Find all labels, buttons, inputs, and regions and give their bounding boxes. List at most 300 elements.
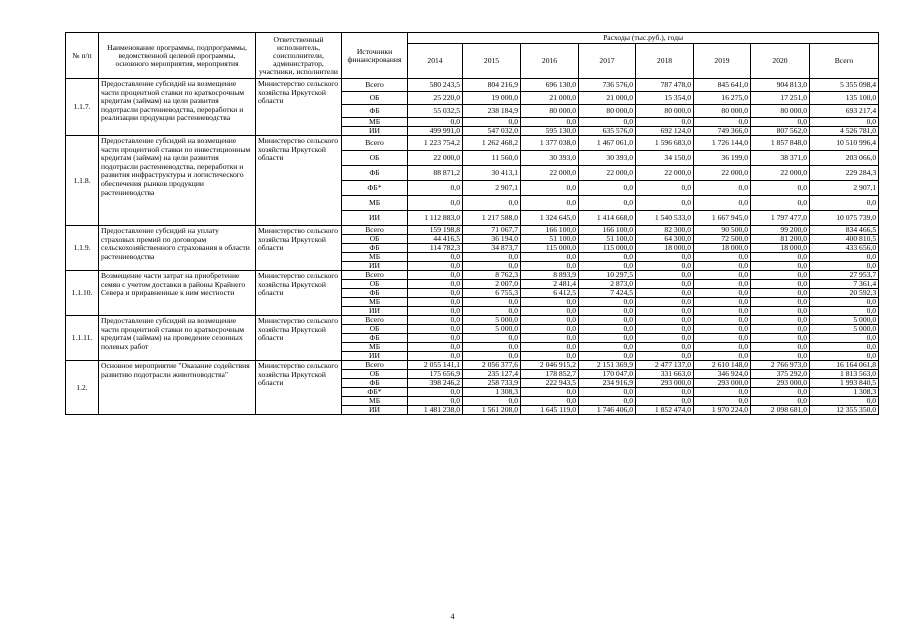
total-value: 5 000,0	[810, 316, 879, 325]
total-value: 0,0	[810, 196, 879, 211]
year-value: 34 150,0	[636, 151, 694, 166]
year-value: 0,0	[751, 334, 810, 343]
year-value: 692 124,0	[636, 127, 694, 136]
year-value: 0,0	[751, 181, 810, 196]
year-value: 0,0	[636, 388, 694, 397]
year-value: 0,0	[636, 181, 694, 196]
year-value: 0,0	[579, 298, 636, 307]
year-value: 0,0	[751, 352, 810, 361]
year-value: 0,0	[463, 352, 521, 361]
year-value: 547 032,0	[463, 127, 521, 136]
year-value: 10 297,5	[579, 271, 636, 280]
year-value: 331 663,0	[636, 370, 694, 379]
total-value: 400 810,5	[810, 235, 879, 244]
year-value: 64 300,0	[636, 235, 694, 244]
funding-source: ОБ	[342, 92, 408, 105]
funding-source: МБ	[342, 298, 408, 307]
funding-source: МБ	[342, 196, 408, 211]
responsible-executor: Министерство сельского хозяйства Иркутской области	[256, 361, 342, 415]
total-value: 10 510 996,4	[810, 136, 879, 151]
total-value: 0,0	[810, 307, 879, 316]
total-value: 0,0	[810, 262, 879, 271]
funding-source: Всего	[342, 271, 408, 280]
funding-source: ФБ	[342, 166, 408, 181]
year-value: 30 413,1	[463, 166, 521, 181]
year-value: 0,0	[408, 298, 463, 307]
year-value: 72 500,0	[694, 235, 751, 244]
year-value: 1 746 406,0	[579, 406, 636, 415]
year-value: 18 000,0	[636, 244, 694, 253]
total-value: 16 164 061,8	[810, 361, 879, 370]
year-value: 0,0	[521, 325, 579, 334]
header-year: 2019	[694, 44, 751, 79]
year-value: 0,0	[636, 253, 694, 262]
year-value: 1 308,3	[463, 388, 521, 397]
year-value: 235 127,4	[463, 370, 521, 379]
year-value: 11 560,0	[463, 151, 521, 166]
table-row	[66, 316, 879, 325]
funding-source: Всего	[342, 226, 408, 235]
total-value: 1 813 563,0	[810, 370, 879, 379]
year-value: 1 726 144,0	[694, 136, 751, 151]
year-value: 30 393,0	[521, 151, 579, 166]
funding-source: ФБ	[342, 244, 408, 253]
year-value: 1 377 038,0	[521, 136, 579, 151]
year-value: 80 000,0	[751, 105, 810, 118]
total-value: 433 656,0	[810, 244, 879, 253]
year-value: 1 481 238,0	[408, 406, 463, 415]
year-value: 0,0	[694, 289, 751, 298]
year-value: 635 576,0	[579, 127, 636, 136]
header-year: 2016	[521, 44, 579, 79]
year-value: 1 414 668,0	[579, 211, 636, 226]
year-value: 80 000,0	[521, 105, 579, 118]
year-value: 15 354,0	[636, 92, 694, 105]
year-value: 0,0	[694, 388, 751, 397]
year-value: 80 000,0	[579, 105, 636, 118]
year-value: 0,0	[694, 118, 751, 127]
year-value: 1 852 474,0	[636, 406, 694, 415]
year-value: 293 000,0	[636, 379, 694, 388]
row-number: 1.1.7.	[66, 79, 99, 136]
year-value: 30 393,0	[579, 151, 636, 166]
year-value: 0,0	[521, 334, 579, 343]
responsible-executor: Министерство сельского хозяйства Иркутской области	[256, 271, 342, 316]
total-value: 0,0	[810, 352, 879, 361]
year-value: 2 046 915,2	[521, 361, 579, 370]
total-value: 7 361,4	[810, 280, 879, 289]
year-value: 22 000,0	[636, 166, 694, 181]
year-value: 293 000,0	[751, 379, 810, 388]
year-value: 0,0	[751, 253, 810, 262]
table-row	[66, 79, 879, 92]
year-value: 0,0	[579, 253, 636, 262]
year-value: 2 766 973,0	[751, 361, 810, 370]
year-value: 0,0	[751, 343, 810, 352]
year-value: 1 857 848,0	[751, 136, 810, 151]
year-value: 0,0	[694, 343, 751, 352]
year-value: 222 943,5	[521, 379, 579, 388]
funding-source: ИИ	[342, 127, 408, 136]
year-value: 0,0	[463, 397, 521, 406]
funding-source: ФБ	[342, 289, 408, 298]
year-value: 0,0	[636, 352, 694, 361]
year-value: 22 000,0	[408, 151, 463, 166]
total-value: 0,0	[810, 298, 879, 307]
total-value: 1 308,3	[810, 388, 879, 397]
year-value: 1 262 468,2	[463, 136, 521, 151]
year-value: 804 216,9	[463, 79, 521, 92]
year-value: 2 610 148,0	[694, 361, 751, 370]
year-value: 81 200,0	[751, 235, 810, 244]
total-value: 20 592,3	[810, 289, 879, 298]
year-value: 0,0	[408, 352, 463, 361]
year-value: 82 300,0	[636, 226, 694, 235]
year-value: 0,0	[751, 280, 810, 289]
year-value: 0,0	[408, 397, 463, 406]
year-value: 0,0	[694, 196, 751, 211]
total-value: 0,0	[810, 334, 879, 343]
year-value: 0,0	[521, 181, 579, 196]
funding-source: Всего	[342, 316, 408, 325]
year-value: 0,0	[694, 253, 751, 262]
total-value: 4 526 781,0	[810, 127, 879, 136]
year-value: 0,0	[751, 271, 810, 280]
row-number: 1.1.8.	[66, 136, 99, 226]
funding-source: ИИ	[342, 262, 408, 271]
year-value: 0,0	[636, 334, 694, 343]
year-value: 55 032,5	[408, 105, 463, 118]
program-name: Предоставление субсидий на возмещение части процентной ставки по краткосрочным кредитам (займам) на цели развития подотрасли растениеводства, переработки и реализации продукции растениеводства	[99, 79, 256, 136]
year-value: 0,0	[408, 316, 463, 325]
year-value: 238 184,9	[463, 105, 521, 118]
year-value: 0,0	[579, 352, 636, 361]
funding-source: Всего	[342, 79, 408, 92]
funding-source: МБ	[342, 397, 408, 406]
year-value: 807 562,0	[751, 127, 810, 136]
table-row	[66, 136, 879, 151]
header-name: Наименование программы, подпрограммы, ведомственной целевой программы, основного мероприятия, мероприятия	[99, 33, 256, 79]
year-value: 18 000,0	[751, 244, 810, 253]
year-value: 0,0	[579, 316, 636, 325]
total-value: 693 217,4	[810, 105, 879, 118]
year-value: 25 220,0	[408, 92, 463, 105]
year-value: 16 275,0	[694, 92, 751, 105]
year-value: 0,0	[636, 307, 694, 316]
header-num: № п/п	[66, 33, 99, 79]
year-value: 115 000,0	[579, 244, 636, 253]
year-value: 0,0	[408, 181, 463, 196]
year-value: 0,0	[408, 334, 463, 343]
table-row	[66, 271, 879, 280]
year-value: 0,0	[579, 397, 636, 406]
year-value: 258 733,9	[463, 379, 521, 388]
year-value: 0,0	[636, 280, 694, 289]
total-value: 0,0	[810, 343, 879, 352]
year-value: 0,0	[521, 316, 579, 325]
year-value: 0,0	[463, 253, 521, 262]
responsible-executor: Министерство сельского хозяйства Иркутской области	[256, 79, 342, 136]
year-value: 0,0	[521, 307, 579, 316]
year-value: 0,0	[751, 118, 810, 127]
funding-source: ОБ	[342, 325, 408, 334]
funding-source: Всего	[342, 361, 408, 370]
table-header	[66, 33, 879, 79]
responsible-executor: Министерство сельского хозяйства Иркутской области	[256, 226, 342, 271]
year-value: 175 656,9	[408, 370, 463, 379]
year-value: 0,0	[751, 388, 810, 397]
year-value: 114 782,3	[408, 244, 463, 253]
year-value: 6 755,3	[463, 289, 521, 298]
year-value: 2 007,0	[463, 280, 521, 289]
total-value: 2 907,1	[810, 181, 879, 196]
header-year: 2017	[579, 44, 636, 79]
year-value: 0,0	[694, 325, 751, 334]
year-value: 0,0	[636, 397, 694, 406]
funding-source: ФБ	[342, 379, 408, 388]
funding-source: ОБ	[342, 235, 408, 244]
year-value: 1 797 477,0	[751, 211, 810, 226]
year-value: 0,0	[636, 343, 694, 352]
year-value: 0,0	[694, 397, 751, 406]
funding-source: МБ	[342, 343, 408, 352]
year-value: 0,0	[694, 298, 751, 307]
year-value: 178 852,7	[521, 370, 579, 379]
year-value: 1 217 588,0	[463, 211, 521, 226]
year-value: 17 251,0	[751, 92, 810, 105]
year-value: 0,0	[463, 307, 521, 316]
page-number: 4	[450, 612, 455, 621]
year-value: 595 130,0	[521, 127, 579, 136]
year-value: 36 194,0	[463, 235, 521, 244]
year-value: 0,0	[579, 262, 636, 271]
year-value: 0,0	[463, 334, 521, 343]
year-value: 0,0	[408, 307, 463, 316]
year-value: 22 000,0	[579, 166, 636, 181]
year-value: 0,0	[751, 298, 810, 307]
year-value: 0,0	[694, 271, 751, 280]
year-value: 0,0	[408, 325, 463, 334]
year-value: 22 000,0	[694, 166, 751, 181]
funding-source: МБ	[342, 253, 408, 262]
year-value: 2 055 141,1	[408, 361, 463, 370]
total-value: 229 284,3	[810, 166, 879, 181]
year-value: 0,0	[751, 316, 810, 325]
year-value: 166 100,0	[579, 226, 636, 235]
year-value: 0,0	[408, 196, 463, 211]
year-value: 0,0	[521, 388, 579, 397]
total-value: 10 075 739,0	[810, 211, 879, 226]
row-number: 1.1.9.	[66, 226, 99, 271]
year-value: 0,0	[636, 196, 694, 211]
year-value: 80 000,0	[636, 105, 694, 118]
year-value: 0,0	[751, 289, 810, 298]
year-value: 0,0	[751, 262, 810, 271]
year-value: 21 000,0	[521, 92, 579, 105]
year-value: 845 641,0	[694, 79, 751, 92]
year-value: 0,0	[408, 289, 463, 298]
year-value: 19 000,0	[463, 92, 521, 105]
year-value: 0,0	[408, 271, 463, 280]
year-value: 346 924,0	[694, 370, 751, 379]
funding-source: ФБ	[342, 334, 408, 343]
year-value: 293 000,0	[694, 379, 751, 388]
year-value: 0,0	[408, 118, 463, 127]
year-value: 36 199,0	[694, 151, 751, 166]
year-value: 0,0	[463, 262, 521, 271]
year-value: 0,0	[521, 118, 579, 127]
year-value: 234 916,9	[579, 379, 636, 388]
year-value: 0,0	[694, 181, 751, 196]
year-value: 904 813,0	[751, 79, 810, 92]
total-value: 5 355 098,4	[810, 79, 879, 92]
year-value: 51 100,0	[521, 235, 579, 244]
year-value: 2 056 377,6	[463, 361, 521, 370]
year-value: 51 100,0	[579, 235, 636, 244]
year-value: 1 596 683,0	[636, 136, 694, 151]
total-value: 135 100,0	[810, 92, 879, 105]
year-value: 2 481,4	[521, 280, 579, 289]
year-value: 696 130,0	[521, 79, 579, 92]
year-value: 7 424,5	[579, 289, 636, 298]
funding-source: ОБ	[342, 370, 408, 379]
year-value: 22 000,0	[751, 166, 810, 181]
year-value: 2 151 369,9	[579, 361, 636, 370]
responsible-executor: Министерство сельского хозяйства Иркутской области	[256, 316, 342, 361]
year-value: 80 000,0	[694, 105, 751, 118]
year-value: 166 100,0	[521, 226, 579, 235]
year-value: 0,0	[463, 196, 521, 211]
year-value: 0,0	[636, 289, 694, 298]
program-name: Основное мероприятие "Оказание содействия развитию подотрасли животноводства"	[99, 361, 256, 415]
year-value: 71 067,7	[463, 226, 521, 235]
year-value: 0,0	[521, 298, 579, 307]
funding-source: ОБ	[342, 280, 408, 289]
year-value: 0,0	[579, 325, 636, 334]
total-value: 0,0	[810, 397, 879, 406]
year-value: 375 292,0	[751, 370, 810, 379]
total-value: 27 953,7	[810, 271, 879, 280]
header-year: 2015	[463, 44, 521, 79]
header-year: 2018	[636, 44, 694, 79]
expenses-table	[65, 32, 879, 415]
table-body	[66, 79, 879, 415]
total-value: 203 066,0	[810, 151, 879, 166]
year-value: 6 412,5	[521, 289, 579, 298]
header-expenses: Расходы (тыс.руб.), годы	[408, 33, 879, 44]
year-value: 18 000,0	[694, 244, 751, 253]
year-value: 8 893,9	[521, 271, 579, 280]
year-value: 0,0	[636, 316, 694, 325]
year-value: 749 366,0	[694, 127, 751, 136]
year-value: 0,0	[636, 118, 694, 127]
header-year: 2020	[751, 44, 810, 79]
year-value: 90 500,0	[694, 226, 751, 235]
year-value: 1 540 533,0	[636, 211, 694, 226]
year-value: 0,0	[636, 298, 694, 307]
year-value: 0,0	[463, 118, 521, 127]
total-value: 0,0	[810, 253, 879, 262]
year-value: 5 000,0	[463, 325, 521, 334]
year-value: 34 873,7	[463, 244, 521, 253]
year-value: 0,0	[694, 307, 751, 316]
year-value: 0,0	[408, 343, 463, 352]
year-value: 38 371,0	[751, 151, 810, 166]
year-value: 499 991,0	[408, 127, 463, 136]
year-value: 5 000,0	[463, 316, 521, 325]
year-value: 1 324 645,0	[521, 211, 579, 226]
funding-source: ИИ	[342, 307, 408, 316]
year-value: 22 000,0	[521, 166, 579, 181]
total-value: 1 993 840,5	[810, 379, 879, 388]
program-name: Предоставление субсидий на возмещение части процентной ставки по инвестиционным кредитам (займам) на цели развития подотрасли растениеводства, переработки и развития инфраструктуры и логистического обеспечения рынков продукции растениеводства	[99, 136, 256, 226]
year-value: 1 561 208,0	[463, 406, 521, 415]
year-value: 0,0	[579, 307, 636, 316]
year-value: 99 200,0	[751, 226, 810, 235]
year-value: 0,0	[636, 262, 694, 271]
year-value: 0,0	[751, 325, 810, 334]
table-row	[66, 361, 879, 370]
header-responsible: Ответственный исполнитель, соисполнители, администратор, участники, исполнители	[256, 33, 342, 79]
funding-source: ИИ	[342, 352, 408, 361]
year-value: 0,0	[521, 343, 579, 352]
year-value: 1 112 883,0	[408, 211, 463, 226]
year-value: 1 970 224,0	[694, 406, 751, 415]
year-value: 0,0	[408, 388, 463, 397]
total-value: 0,0	[810, 118, 879, 127]
year-value: 0,0	[694, 352, 751, 361]
year-value: 0,0	[694, 280, 751, 289]
year-value: 2 907,1	[463, 181, 521, 196]
year-value: 8 762,3	[463, 271, 521, 280]
year-value: 2 477 137,0	[636, 361, 694, 370]
year-value: 21 000,0	[579, 92, 636, 105]
year-value: 0,0	[579, 196, 636, 211]
total-value: 834 466,5	[810, 226, 879, 235]
header-source: Источники финансирования	[342, 33, 408, 79]
year-value: 159 198,8	[408, 226, 463, 235]
year-value: 0,0	[521, 397, 579, 406]
year-value: 44 416,5	[408, 235, 463, 244]
funding-source: ФБ	[342, 105, 408, 118]
year-value: 2 873,0	[579, 280, 636, 289]
year-value: 170 047,0	[579, 370, 636, 379]
funding-source: МБ	[342, 118, 408, 127]
year-value: 0,0	[694, 334, 751, 343]
year-value: 398 246,2	[408, 379, 463, 388]
year-value: 0,0	[579, 343, 636, 352]
row-number: 1.2.	[66, 361, 99, 415]
year-value: 0,0	[408, 262, 463, 271]
funding-source: ОБ	[342, 151, 408, 166]
year-value: 0,0	[751, 196, 810, 211]
funding-source: Всего	[342, 136, 408, 151]
header-year: 2014	[408, 44, 463, 79]
row-number: 1.1.10.	[66, 271, 99, 316]
year-value: 0,0	[579, 118, 636, 127]
year-value: 0,0	[408, 280, 463, 289]
year-value: 0,0	[636, 271, 694, 280]
funding-source: ИИ	[342, 406, 408, 415]
total-value: 5 000,0	[810, 325, 879, 334]
year-value: 2 098 681,0	[751, 406, 810, 415]
year-value: 115 000,0	[521, 244, 579, 253]
funding-source: ФБ*	[342, 181, 408, 196]
responsible-executor: Министерство сельского хозяйства Иркутской области	[256, 136, 342, 226]
year-value: 1 223 754,2	[408, 136, 463, 151]
year-value: 0,0	[579, 334, 636, 343]
year-value: 787 478,0	[636, 79, 694, 92]
